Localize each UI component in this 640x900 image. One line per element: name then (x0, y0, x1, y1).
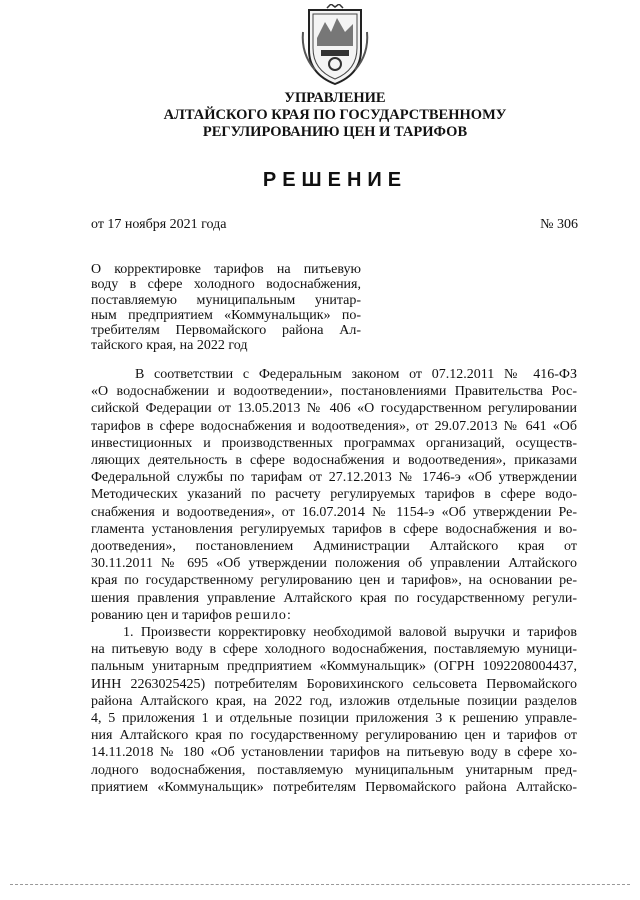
body-line: на питьевую воду в сфере холодного водоснабжения, поставляемую муници- (91, 642, 577, 658)
body-line: пальным унитарным предприятием «Коммунальщик» (ОГРН 1092208004437, (91, 659, 577, 675)
document-title: РЕШЕНИЕ (262, 169, 408, 191)
subject-line: ным предприятием «Коммунальщик» по- (91, 307, 361, 323)
body-line-text: рованию цен и тарифов (91, 607, 232, 623)
subject-line: требителям Первомайского района Ал- (91, 323, 361, 339)
issuer-header (90, 90, 580, 141)
body-line: снабжения и водоотведения», от 16.07.2014 № 1154-э «Об утверждении Ре- (91, 504, 577, 520)
document-date: от 17 ноября 2021 года (91, 217, 227, 232)
document-body (91, 366, 577, 796)
body-line: В соответствии с Федеральным законом от 07.12.2011 № 416-ФЗ (135, 367, 577, 382)
body-line: ния Алтайского края по государственному регулированию цен и тарифов от (91, 728, 577, 744)
body-line: 14.11.2018 № 180 «Об установлении тарифов на питьевую воду в сфере хо- (91, 745, 577, 761)
body-line: гламента установления регулируемых тарифов в сфере водоснабжения и во- (91, 521, 577, 537)
body-line: ИНН 2263025425) потребителям Боровихинского сельсовета Первомайского (91, 676, 577, 692)
body-line: сийской Федерации от 13.05.2013 № 406 «О государственном регулировании (91, 401, 577, 417)
colon: : (286, 607, 291, 623)
body-line: 4, 5 приложения 1 и отдельные позиции приложения 3 к решению управле- (91, 711, 577, 727)
body-line: шения правления управление Алтайского края по государственному регули- (91, 590, 577, 606)
page-bottom-divider (10, 884, 630, 885)
body-line (91, 607, 577, 624)
document-subject (91, 262, 361, 354)
header-line-2: АЛТАЙСКОГО КРАЯ ПО ГОСУДАРСТВЕННОМУ (163, 107, 507, 123)
coat-of-arms-icon (299, 4, 371, 88)
body-line: Федеральной службы по тарифам от 27.12.2013 № 1746-э «Об утверждении (91, 470, 577, 486)
subject-line: воду в сфере холодного водоснабжения, (91, 277, 361, 293)
subject-line: тайского края, на 2022 год (91, 338, 248, 354)
body-line: 1. Произвести корректировку необходимой валовой выручки и тарифов (123, 625, 577, 641)
body-line: доотведения», постановлением Администрации Алтайского края от (91, 539, 577, 555)
header-line-3: РЕГУЛИРОВАНИЮ ЦЕН И ТАРИФОВ (202, 124, 468, 140)
resolved-word: решило (235, 607, 287, 623)
body-line: приятием «Коммунальщик» потребителям Первомайского района Алтайско- (91, 779, 577, 795)
subject-line: О корректировке тарифов на питьевую (91, 262, 361, 277)
body-line: «О водоснабжении и водоотведении», постановлениями Правительства Рос- (91, 384, 577, 400)
body-line: Методических указаний по расчету регулируемых тарифов в сфере водо- (91, 487, 577, 503)
body-line: тарифов в сфере водоснабжения и водоотведения», от 29.07.2013 № 641 «Об (91, 418, 577, 434)
body-line: ляющих деятельность в сфере водоснабжения и водоотведения», приказами (91, 453, 577, 469)
body-line: 30.11.2011 № 695 «Об утверждении положения об управлении Алтайского (91, 556, 577, 572)
document-number: № 306 (540, 217, 578, 232)
body-line: инвестиционных и производственных программах организаций, осуществ- (91, 435, 577, 451)
body-line: края по государственному регулированию цен и тарифов», на основании ре- (91, 573, 577, 589)
body-line: района Алтайского края, на 2022 год, изложив отдельные позиции разделов (91, 693, 577, 709)
body-line: лодного водоснабжения, поставляемую муниципальным унитарным пред- (91, 762, 577, 778)
header-line-1: УПРАВЛЕНИЕ (284, 90, 386, 106)
subject-line: поставляемую муниципальным унитар- (91, 292, 361, 308)
